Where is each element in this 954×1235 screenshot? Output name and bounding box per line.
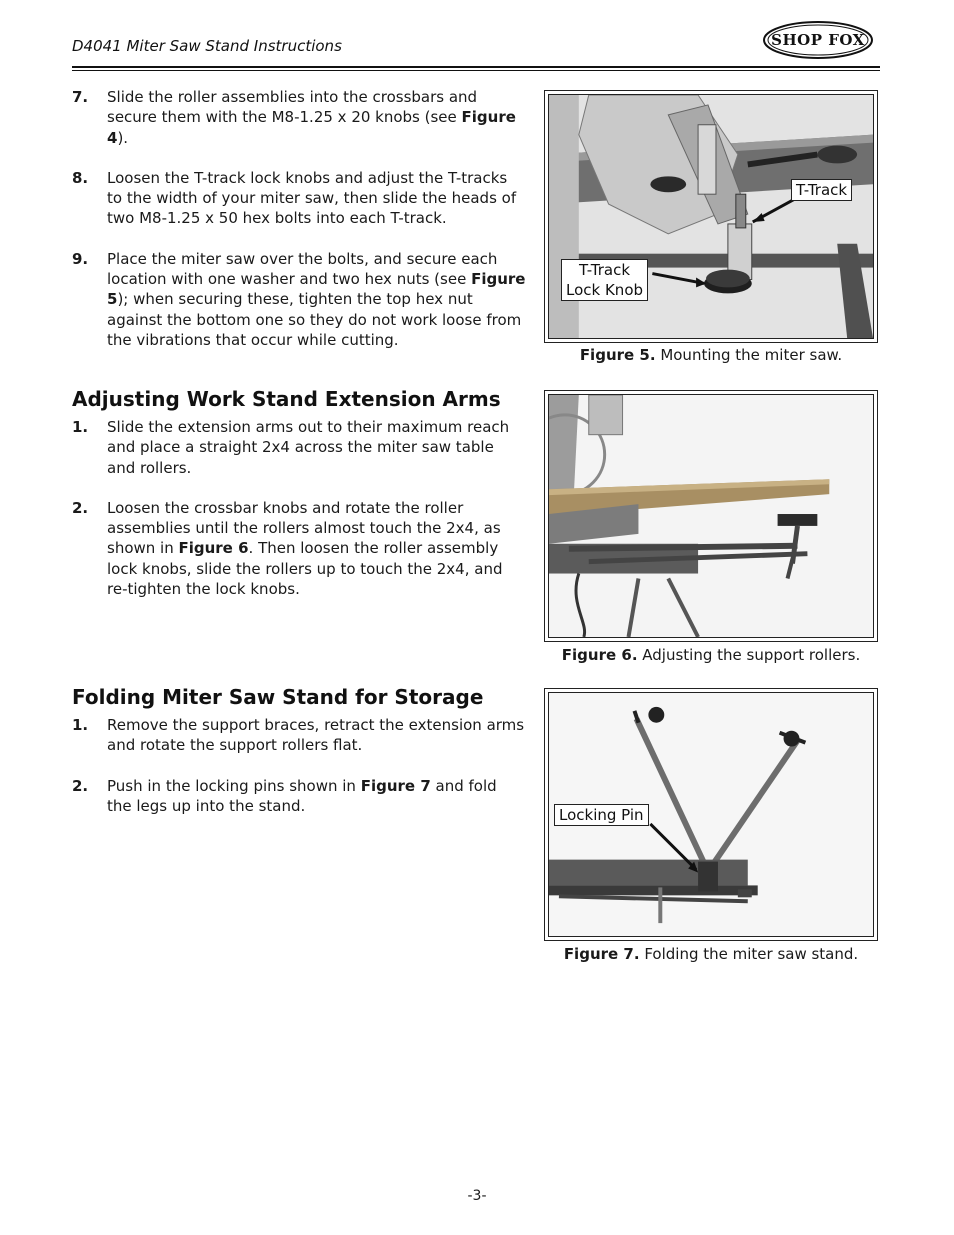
callout-t-track-lock-knob [561,259,648,301]
step-text: Slide the roller assemblies into the crossbars and secure them with the M8-1.25 x 20 knobs (see [107,88,478,127]
logo-text: SHOP FOX [771,31,865,49]
fold-step-1 [72,715,526,756]
step-text-end: . Then loosen the roller assembly lock knobs, slide the rollers up to touch the 2x4, and re-tighten the lock knobs. [107,539,503,599]
step-number: 2. [72,498,89,517]
step-text: Loosen the T-track lock knobs and adjust the T-tracks to the width of your miter saw, then slide the heads of two M8-1.25 x 50 hex bolts into each T-track. [107,168,517,228]
section-heading-adjusting: Adjusting Work Stand Extension Arms [72,387,501,411]
step-text: Slide the extension arms out to their maximum reach and place a straight 2x4 across the miter saw table and rollers. [107,418,510,477]
figure-label: Figure 6. [561,646,638,664]
step-text: Loosen the crossbar knobs and rotate the roller assemblies until the rollers almost touch the 2x4, as shown in [107,498,501,558]
caption-text: Folding the miter saw stand. [639,945,859,963]
step-text: Push in the locking pins shown in [107,776,361,795]
figure-label: Figure 7. [563,945,640,963]
callout-locking-pin: Locking Pin [554,804,649,826]
figure-6-photo [548,394,874,638]
step-number: 1. [72,418,89,436]
figure-7-frame [544,688,878,941]
page-number: -3- [467,1188,487,1204]
step-7 [72,87,526,148]
figure-7-caption [544,945,878,963]
caption-text: Mounting the miter saw. [655,346,843,364]
step-number: 7. [72,88,89,106]
figure-5-frame [544,90,878,343]
figure-6-caption [544,646,878,664]
step-number: 8. [72,168,89,187]
step-number: 9. [72,249,89,268]
step-9 [72,249,526,350]
figure-label: Figure 5. [579,346,656,364]
adjust-step-1 [72,417,526,478]
figure-6-frame [544,390,878,642]
steps-folding [72,715,526,816]
step-number: 2. [72,776,89,795]
step-text-end: ). [117,128,129,147]
callout-t-track: T-Track [791,179,852,201]
steps-top [72,87,526,350]
step-text-end: and fold the legs up into the stand. [107,776,497,815]
callout-line-2: Lock Knob [566,281,644,299]
steps-adjusting [72,417,526,599]
fold-step-2 [72,776,526,817]
shop-fox-logo [762,20,874,60]
figure-reference: Figure 4 [107,108,516,147]
section-heading-folding: Folding Miter Saw Stand for Storage [72,685,484,709]
document-title: D4041 Miter Saw Stand Instructions [72,37,342,55]
step-text: Remove the support braces, retract the extension arms and rotate the support rollers flat. [107,716,525,755]
step-number: 1. [72,716,89,734]
figure-5-caption [544,346,878,364]
figure-5-photo [548,94,874,339]
callout-line-1: T-Track [578,261,631,279]
step-8 [72,168,526,229]
step-text-end: ); when securing these, tighten the top hex nut against the bottom one so they do not work loose from the vibrations that occur while cutting. [107,290,522,349]
step-text: Place the miter saw over the bolts, and secure each location with one washer and two hex nuts (see [107,249,498,289]
figure-reference: Figure 6 [178,539,249,558]
figure-reference: Figure 7 [360,776,431,795]
header-rule-thin [72,70,880,71]
figure-reference: Figure 5 [107,270,526,309]
caption-text: Adjusting the support rollers. [637,646,861,664]
header-rule-thick [72,66,880,68]
adjust-step-2 [72,498,526,599]
